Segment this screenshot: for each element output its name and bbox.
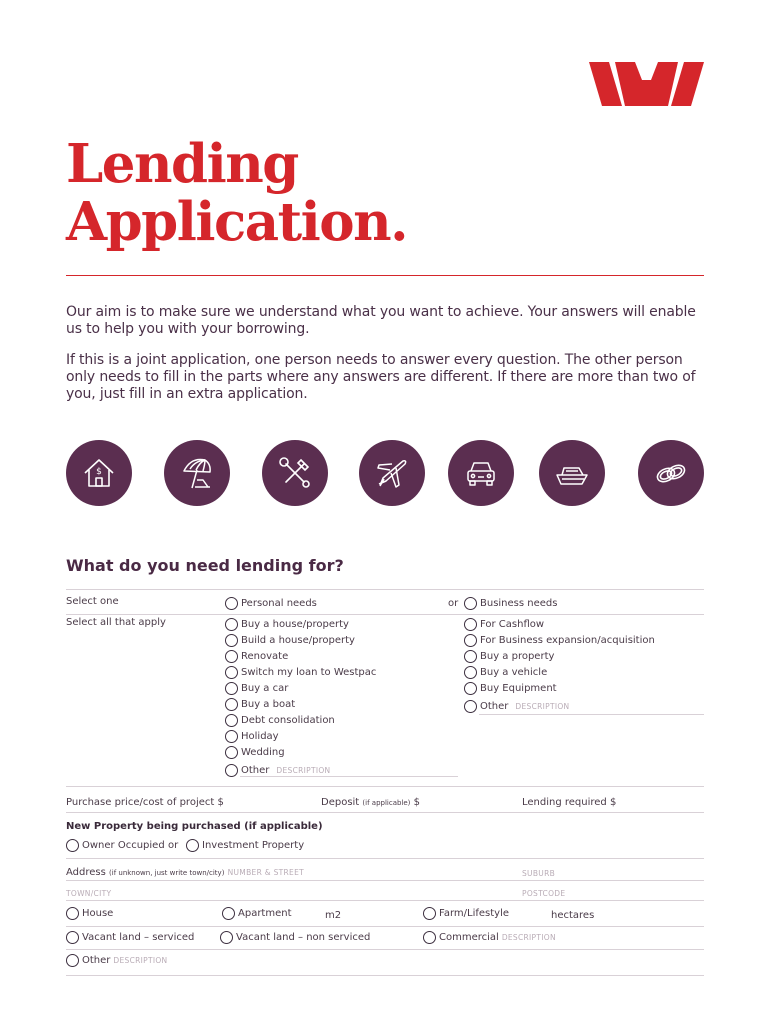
radio-button[interactable] [464,597,477,610]
radio-button[interactable] [225,634,238,647]
m2-label: m2 [325,910,342,921]
radio-button[interactable] [464,682,477,695]
description-label: DESCRIPTION [501,933,556,942]
business-options-list [464,617,655,714]
radio-button[interactable] [423,931,436,944]
description-label: DESCRIPTION [515,702,570,711]
business-option[interactable]: Buy Equipment [464,681,655,696]
lending-required-label: Lending required $ [522,797,617,808]
radio-button[interactable] [225,682,238,695]
description-label: DESCRIPTION [113,956,168,965]
radio-button[interactable] [66,954,79,967]
radio-button[interactable] [66,931,79,944]
address-input-line[interactable] [66,880,704,881]
business-option[interactable]: Buy a vehicle [464,665,655,680]
personal-option[interactable]: Buy a car [225,681,376,696]
town-city-label: TOWN/CITY [66,889,112,898]
intro-paragraph-1: Our aim is to make sure we understand what you want to achieve. Your answers will enable us to help you with your borrowing. [66,304,696,337]
divider [66,926,704,927]
westpac-logo-icon [589,62,704,106]
page-title [66,135,686,251]
personal-option[interactable]: Renovate [225,649,376,664]
radio-button[interactable] [464,666,477,679]
or-label: or [448,598,459,609]
divider [66,786,704,787]
town-postcode-input-line[interactable] [66,900,704,901]
radio-button[interactable] [222,907,235,920]
divider [66,589,704,590]
intro-paragraph-2: If this is a joint application, one person needs to answer every question. The other person only needs to fill in the parts where any answers are different. If there are more than two of you, just fill in an extra application. [66,352,696,402]
apartment-option[interactable]: Apartment [222,906,292,921]
personal-other-description-field[interactable] [240,776,458,777]
personal-needs-option[interactable]: Personal needs [225,596,317,611]
deposit-label: Deposit (if applicable) $ [321,797,420,808]
airplane-icon [359,440,425,506]
divider [66,858,704,859]
personal-other-option[interactable]: Other DESCRIPTION [225,763,376,778]
business-option[interactable]: For Cashflow [464,617,655,632]
radio-button[interactable] [423,907,436,920]
address-label: Address (if unknown, just write town/city) NUMBER & STREET [66,867,305,878]
personal-option[interactable]: Wedding [225,745,376,760]
purchase-price-label: Purchase price/cost of project $ [66,797,224,808]
radio-button[interactable] [225,764,238,777]
lending-section-heading: What do you need lending for? [66,556,344,575]
personal-option[interactable]: Debt consolidation [225,713,376,728]
personal-option[interactable]: Buy a boat [225,697,376,712]
divider [66,614,704,615]
boat-icon [539,440,605,506]
postcode-label: POSTCODE [522,889,566,898]
suburb-label: SUBURB [522,869,556,878]
radio-button[interactable] [186,839,199,852]
business-other-description-field[interactable] [479,714,704,715]
title-line-2: Application. [66,191,408,253]
owner-occupied-option[interactable]: Owner Occupied [66,838,165,853]
radio-button[interactable] [464,618,477,631]
radio-button[interactable] [225,597,238,610]
farm-lifestyle-option[interactable]: Farm/Lifestyle [423,906,509,921]
radio-button[interactable] [220,931,233,944]
tools-icon [262,440,328,506]
or-label: or [168,840,179,851]
radio-button[interactable] [225,714,238,727]
property-other-option[interactable]: Other DESCRIPTION [66,953,167,968]
select-all-label: Select all that apply [66,617,166,628]
title-divider [66,275,704,276]
business-option[interactable]: For Business expansion/acquisition [464,633,655,648]
radio-button[interactable] [66,839,79,852]
business-needs-option[interactable]: Business needs [464,596,557,611]
amounts-input-line[interactable] [66,812,704,813]
personal-option[interactable]: Switch my loan to Westpac [225,665,376,680]
property-other-description-field[interactable] [66,975,704,976]
personal-option[interactable]: Holiday [225,729,376,744]
vacant-non-serviced-option[interactable]: Vacant land – non serviced [220,930,370,945]
radio-button[interactable] [464,634,477,647]
house-option[interactable]: House [66,906,113,921]
business-option[interactable]: Buy a property [464,649,655,664]
wedding-rings-icon [638,440,704,506]
new-property-heading: New Property being purchased (if applicable) [66,821,323,832]
divider [66,949,704,950]
personal-option[interactable]: Build a house/property [225,633,376,648]
business-other-option[interactable]: Other DESCRIPTION [464,699,655,714]
radio-button[interactable] [225,666,238,679]
commercial-option[interactable]: Commercial DESCRIPTION [423,930,556,945]
beach-umbrella-icon [164,440,230,506]
house-dollar-icon [66,440,132,506]
radio-button[interactable] [464,700,477,713]
hectares-label: hectares [551,910,595,921]
title-line-1: Lending [66,133,298,195]
radio-button[interactable] [225,730,238,743]
radio-button[interactable] [225,746,238,759]
select-one-label: Select one [66,596,119,607]
vacant-serviced-option[interactable]: Vacant land – serviced [66,930,194,945]
description-label: DESCRIPTION [276,766,331,775]
car-icon [448,440,514,506]
radio-button[interactable] [225,618,238,631]
radio-button[interactable] [225,650,238,663]
radio-button[interactable] [225,698,238,711]
personal-options-list [225,617,376,778]
investment-property-option[interactable]: Investment Property [186,838,304,853]
personal-option[interactable]: Buy a house/property [225,617,376,632]
radio-button[interactable] [66,907,79,920]
svg-text:$: $ [96,467,102,477]
radio-button[interactable] [464,650,477,663]
